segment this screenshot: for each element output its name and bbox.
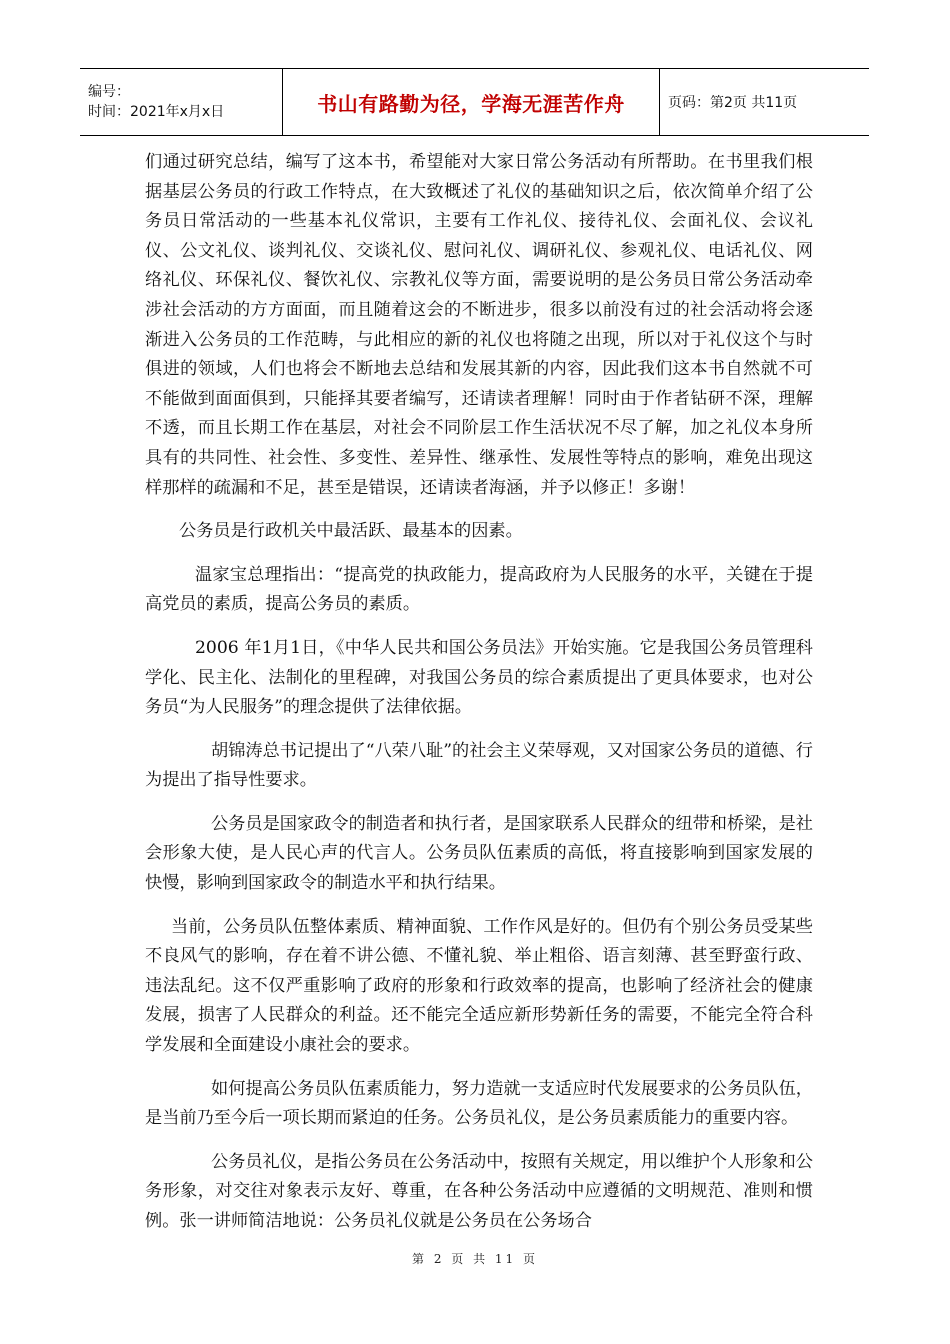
paragraph: 2006 年1月1日，《中华人民共和国公务员法》开始实施。它是我国公务员管理科学化、民主化、法制化的里程碑，对我国公务员的综合素质提出了更具体要求，也对公务员“为人民服务”的理念提供了法律依据。 [145,637,813,718]
page-header [80,68,869,136]
paragraph: 们通过研究总结，编写了这本书，希望能对大家日常公务活动有所帮助。在书里我们根据基层公务员的行政工作特点，在大致概述了礼仪的基础知识之后，依次简单介绍了公务员日常活动的一些基本礼仪常识，主要有工作礼仪、接待礼仪、会面礼仪、会议礼仪、公文礼仪、谈判礼仪、交谈礼仪、慰问礼仪、调研礼仪、参观礼仪、电话礼仪、网络礼仪、环保礼仪、餐饮礼仪、宗教礼仪等方面，需要说明的是公务员日常公务活动牵涉社会活动的方方面面，而且随着这会的不断进步，很多以前没有过的社会活动将会逐渐进入公务员的工作范畴，与此相应的新的礼仪也将随之出现，所以对于礼仪这个与时俱进的领域，人们也将会不断地去总结和发展其新的内容，因此我们这本书自然就不可不能做到面面俱到，只能择其要者编写，还请读者理解！同时由于作者钻研不深，理解不透，而且长期工作在基层，对社会不同阶层工作生活状况不尽了解，加之礼仪本身所具有的共同性、社会性、多变性、差异性、继承性、发展性等特点的影响，难免出现这样那样的疏漏和不足，甚至是错误，还请读者海涵，并予以修正！多谢！ [145,152,813,498]
header-page-cell [660,69,869,135]
paragraph: 公务员是行政机关中最活跃、最基本的因素。 [179,521,523,542]
motto: 书山有路勤为径，学海无涯苦作舟 [317,91,625,116]
page-label: 页码：第2页 共11页 [668,95,798,111]
paragraph: 公务员是国家政令的制造者和执行者，是国家联系人民群众的纽带和桥梁，是社会形象大使，是人民心声的代言人。公务员队伍素质的高低，将直接影响到国家发展的快慢，影响到国家政令的制造水平和执行结果。 [145,813,813,894]
paragraph: 胡锦涛总书记提出了“八荣八耻”的社会主义荣辱观，又对国家公务员的道德、行为提出了指导性要求。 [145,740,813,791]
document-body [145,148,813,1251]
paragraph: 温家宝总理指出：“提高党的执政能力，提高政府为人民服务的水平，关键在于提高党员的素质，提高公务员的素质。 [145,564,813,615]
header-meta [80,69,283,135]
number-label: 编号： [88,84,130,100]
date-label: 时间：2021年x月x日 [88,104,225,120]
paragraph: 公务员礼仪，是指公务员在公务活动中，按照有关规定，用以维护个人形象和公务形象，对交往对象表示友好、尊重，在各种公务活动中应遵循的文明规范、准则和惯例。张一讲师简洁地说：公务员礼仪就是公务员在公务场合 [145,1151,813,1231]
paragraph: 当前，公务员队伍整体素质、精神面貌、工作作风是好的。但仍有个别公务员受某些不良风气的影响，存在着不讲公德、不懂礼貌、举止粗俗、语言刻薄、甚至野蛮行政、违法乱纪。这不仅严重影响了政府的形象和行政效率的提高，也影响了经济社会的健康发展，损害了人民群众的利益。还不能完全适应新形势新任务的需要，不能完全符合科学发展和全面建设小康社会的要求。 [145,916,813,1056]
paragraph: 如何提高公务员队伍素质能力，努力造就一支适应时代发展要求的公务员队伍，是当前乃至今后一项长期而紧迫的任务。公务员礼仪，是公务员素质能力的重要内容。 [145,1078,813,1129]
page-footer: 第 2 页 共 11 页 [412,1252,538,1266]
header-motto-cell [283,69,660,135]
